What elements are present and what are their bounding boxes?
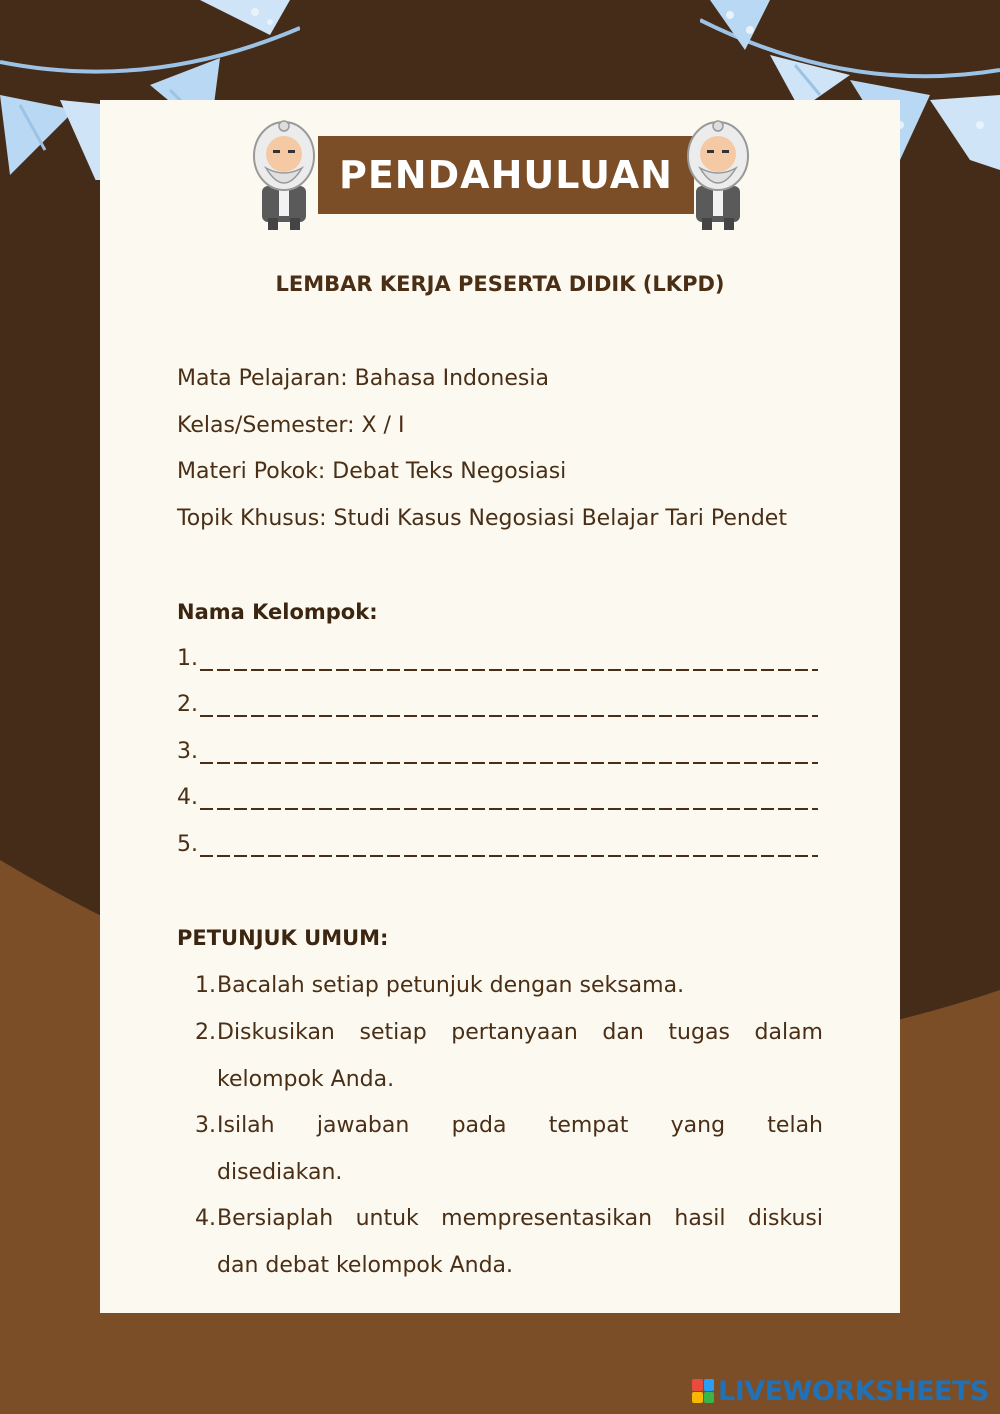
blank-underline: [200, 669, 818, 671]
blank-underline: [200, 715, 818, 717]
liveworksheets-logo-icon: [692, 1379, 714, 1403]
page-title: PENDAHULUAN: [339, 153, 673, 197]
group-member-slot[interactable]: 5.: [177, 832, 818, 857]
instruction-item: 1. Bacalah setiap petunjuk dengan seksama.: [195, 973, 685, 998]
worksheet-subtitle: LEMBAR KERJA PESERTA DIDIK (LKPD): [275, 272, 725, 296]
instruction-item: 3. Isilah jawaban pada tempat yang telah disediakan.: [195, 1113, 823, 1185]
group-member-slot[interactable]: 1.: [177, 646, 818, 671]
bearded-man-avatar-icon: [682, 118, 754, 232]
group-name-heading: Nama Kelompok:: [177, 600, 378, 624]
subject-line: Mata Pelajaran: Bahasa Indonesia: [177, 366, 549, 391]
group-member-slot[interactable]: 4.: [177, 785, 818, 810]
instruction-item: 4. Bersiaplah untuk mempresentasikan hasil diskusi dan debat kelompok Anda.: [195, 1206, 823, 1278]
class-semester-line: Kelas/Semester: X / I: [177, 413, 405, 438]
blank-underline: [200, 808, 818, 810]
group-member-slot[interactable]: 3.: [177, 739, 818, 764]
group-member-slot[interactable]: 2.: [177, 692, 818, 717]
specific-topic-line: Topik Khusus: Studi Kasus Negosiasi Belajar Tari Pendet: [177, 506, 787, 531]
blank-underline: [200, 855, 818, 857]
instructions-heading: PETUNJUK UMUM:: [177, 926, 389, 950]
main-material-line: Materi Pokok: Debat Teks Negosiasi: [177, 459, 567, 484]
liveworksheets-watermark[interactable]: [692, 1374, 989, 1408]
instruction-item: 2. Diskusikan setiap pertanyaan dan tugas dalam kelompok Anda.: [195, 1020, 823, 1092]
bearded-man-avatar-icon: [248, 118, 320, 232]
blank-underline: [200, 762, 818, 764]
watermark-text: LIVEWORKSHEETS: [718, 1375, 989, 1407]
